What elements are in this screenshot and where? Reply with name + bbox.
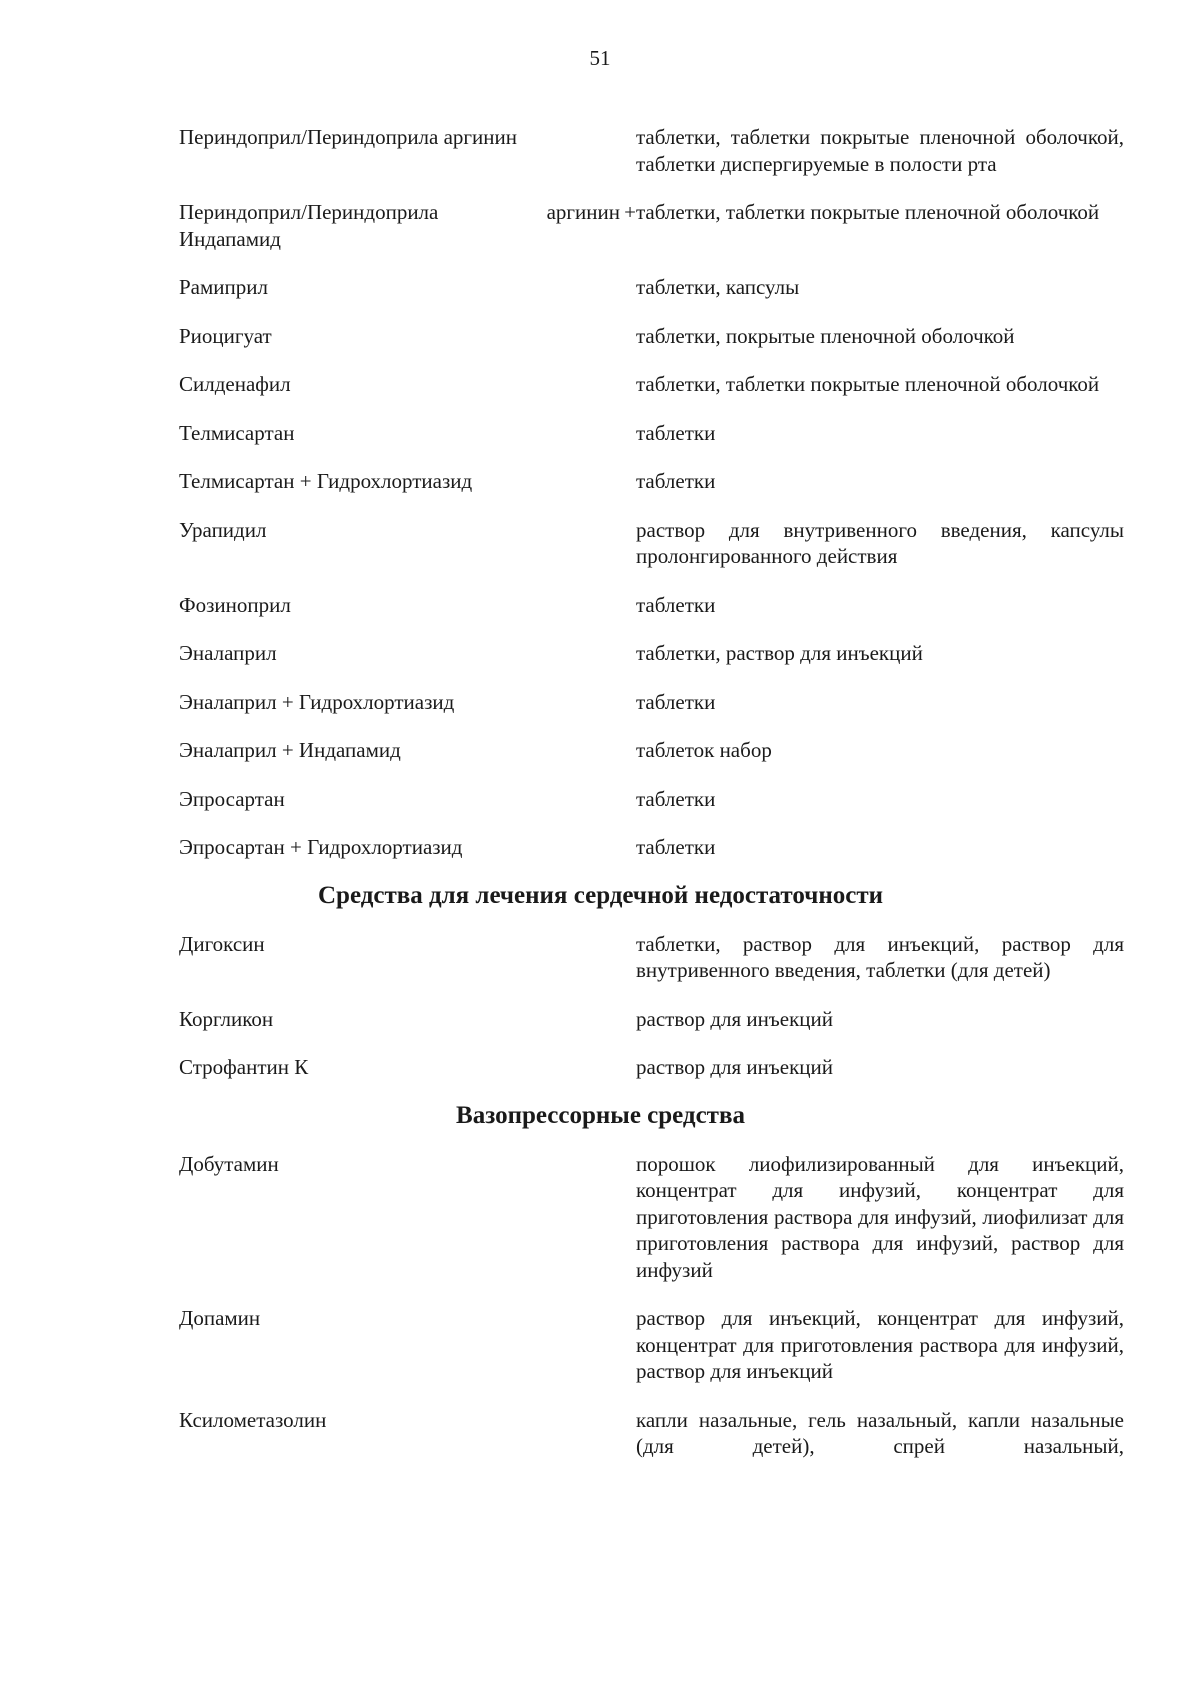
list-item — [179, 1151, 1124, 1284]
dosage-form: таблетки — [636, 786, 716, 811]
dosage-form: таблеток набор — [636, 738, 772, 762]
section-heading: Вазопрессорные средства — [456, 1101, 745, 1129]
drug-name: Эналаприл + Гидрохлортиазид — [179, 689, 455, 714]
drug-name-text: Периндоприл/Периндоприла аргинин Индапамид — [179, 200, 620, 251]
list-item — [179, 199, 1124, 252]
drug-name: Фозиноприл — [179, 592, 291, 617]
drug-name: Коргликон — [179, 1006, 274, 1031]
list-item — [179, 274, 1124, 301]
list-item — [179, 834, 1124, 861]
drug-name: Периндоприл/Периндоприла аргинин — [179, 125, 517, 149]
dosage-form: таблетки, раствор для инъекций, раствор для внутривенного введения, таблетки (для детей) — [636, 931, 1124, 982]
dosage-form: таблетки — [636, 835, 716, 859]
drug-name: Допамин — [179, 1306, 261, 1330]
drug-name: Риоцигуат — [179, 323, 272, 348]
drug-name: Эпросартан + Гидрохлортиазид — [179, 835, 463, 859]
list-item — [179, 323, 1124, 350]
dosage-form: раствор для инъекций — [636, 1006, 833, 1031]
list-item — [179, 592, 1124, 619]
page-number: 51 — [589, 46, 611, 70]
drug-name: Эналаприл — [179, 641, 277, 665]
drug-name: Силденафил — [179, 372, 291, 396]
list-item — [179, 517, 1124, 570]
dosage-form: таблетки, раствор для инъекций — [636, 641, 923, 665]
dosage-form: раствор для инъекций — [636, 1055, 833, 1079]
drug-name: Телмисартан — [179, 420, 295, 445]
drug-name: Эналаприл + Индапамид — [179, 738, 401, 762]
drug-name: Дигоксин — [179, 931, 265, 956]
list-item — [179, 420, 1124, 447]
dosage-form: таблетки — [636, 420, 716, 445]
list-item — [179, 737, 1124, 764]
dosage-form: таблетки, капсулы — [636, 275, 800, 299]
list-item — [179, 689, 1124, 716]
dosage-form: раствор для внутривенного введения, капсулы пролонгированного действия — [636, 517, 1124, 568]
drug-name: Строфантин К — [179, 1055, 309, 1079]
section-heading: Средства для лечения сердечной недостаточности — [317, 881, 883, 909]
drug-name: Рамиприл — [179, 275, 268, 299]
dosage-form: порошок лиофилизированный для инъекций, концентрат для инфузий, концентрат для приготовления раствора для инфузий, лиофилизат для приготовления раствора для инфузий, раствор для инфузий — [636, 1151, 1124, 1282]
dosage-form: таблетки — [636, 689, 716, 714]
list-item — [179, 1305, 1124, 1385]
dosage-form: таблетки, таблетки покрытые пленочной оболочкой, таблетки диспергируемые в полости рта — [636, 125, 1124, 176]
drug-name: Добутамин — [179, 1151, 279, 1176]
list-item — [179, 124, 1124, 177]
list-item — [179, 1054, 1124, 1081]
list-item — [179, 640, 1124, 667]
dosage-form: капли назальные, гель назальный, капли назальные (для детей), спрей назальный, — [636, 1407, 1124, 1458]
plus-sign: + — [624, 200, 636, 224]
dosage-form: таблетки, покрытые пленочной оболочкой — [636, 323, 1015, 348]
dosage-form: раствор для инъекций, концентрат для инфузий, концентрат для приготовления раствора для инфузий, раствор для инъекций — [636, 1306, 1124, 1383]
dosage-form: таблетки — [636, 469, 716, 493]
list-item — [179, 931, 1124, 984]
list-item — [179, 786, 1124, 813]
drug-name: Телмисартан + Гидрохлортиазид — [179, 469, 473, 493]
list-item — [179, 468, 1124, 495]
dosage-form: таблетки, таблетки покрытые пленочной оболочкой — [636, 200, 1100, 224]
drug-name: Эпросартан — [179, 786, 285, 811]
dosage-form: таблетки, таблетки покрытые пленочной оболочкой — [636, 372, 1100, 396]
list-item — [179, 1407, 1124, 1460]
drug-name: Ксилометазолин — [179, 1407, 327, 1432]
drug-list — [179, 124, 1124, 1482]
drug-name: Урапидил — [179, 517, 267, 542]
list-item — [179, 1006, 1124, 1033]
list-item — [179, 371, 1124, 398]
dosage-form: таблетки — [636, 592, 716, 617]
drug-name — [179, 199, 636, 252]
